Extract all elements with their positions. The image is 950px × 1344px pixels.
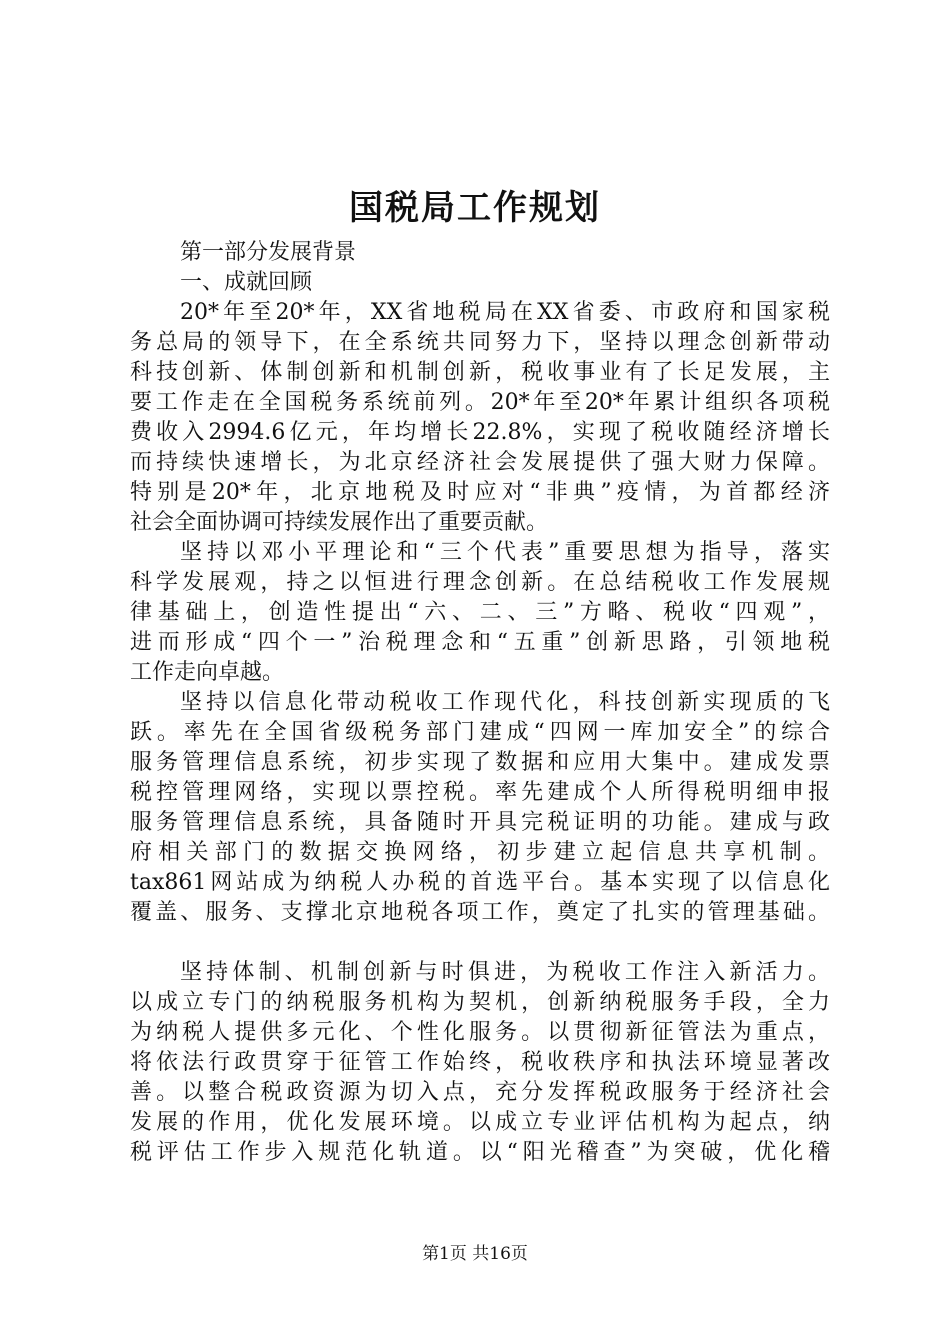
paragraph-line: 特别是20*年，北京地税及时应对“非典”疫情，为首都经济 [130,480,830,505]
paragraph-line: 府相关部门的数据交换网络，初步建立起信息共享机制。 [130,840,830,865]
paragraph-line: 20*年至20*年，XX省地税局在XX省委、市政府和国家税 [180,300,830,325]
paragraph-line: 为纳税人提供多元化、个性化服务。以贯彻新征管法为重点， [130,1020,830,1045]
paragraph-line: 科技创新、体制创新和机制创新，税收事业有了长足发展，主 [130,360,830,385]
paragraph-line: 要工作走在全国税务系统前列。20*年至20*年累计组织各项税 [130,390,830,415]
document-title: 国税局工作规划 [349,188,601,228]
paragraph-line: 社会全面协调可持续发展作出了重要贡献。 [130,510,549,535]
paragraph-line: 服务管理信息系统，具备随时开具完税证明的功能。建成与政 [130,810,830,835]
paragraph-line: 坚持体制、机制创新与时俱进，为税收工作注入新活力。 [180,960,830,985]
section-heading: 第一部分发展背景 [180,240,357,265]
paragraph-line: 费收入2994.6亿元，年均增长22.8%，实现了税收随经济增长 [130,420,830,445]
paragraph-line: 工作走向卓越。 [130,660,285,685]
paragraph-line: 税控管理网络，实现以票控税。率先建成个人所得税明细申报 [130,780,830,805]
paragraph-line: 发展的作用，优化发展环境。以成立专业评估机构为起点，纳 [130,1110,830,1135]
paragraph-line: 覆盖、服务、支撑北京地税各项工作，奠定了扎实的管理基础。 [130,900,830,925]
paragraph-line: 善。以整合税政资源为切入点，充分发挥税政服务于经济社会 [130,1080,830,1105]
paragraph-line: 务总局的领导下，在全系统共同努力下，坚持以理念创新带动 [130,330,830,355]
paragraph-line: tax861网站成为纳税人办税的首选平台。基本实现了以信息化 [130,870,830,895]
subsection-heading: 一、成就回顾 [180,270,313,295]
paragraph-line: 而持续快速增长，为北京经济社会发展提供了强大财力保障。 [130,450,830,475]
paragraph-line: 科学发展观，持之以恒进行理念创新。在总结税收工作发展规 [130,570,830,595]
paragraph-line: 坚持以信息化带动税收工作现代化，科技创新实现质的飞 [180,690,830,715]
paragraph-line: 坚持以邓小平理论和“三个代表”重要思想为指导，落实 [180,540,830,565]
page-footer: 第1页 共16页 [422,1244,528,1264]
paragraph-line: 跃。率先在全国省级税务部门建成“四网一库加安全”的综合 [130,720,830,745]
paragraph-line: 进而形成“四个一”治税理念和“五重”创新思路，引领地税 [130,630,830,655]
paragraph-line: 律基础上，创造性提出“六、二、三”方略、税收“四观”， [130,600,830,625]
paragraph-line: 以成立专门的纳税服务机构为契机，创新纳税服务手段，全力 [130,990,830,1015]
paragraph-line: 服务管理信息系统，初步实现了数据和应用大集中。建成发票 [130,750,830,775]
paragraph-line: 税评估工作步入规范化轨道。以“阳光稽查”为突破，优化稽 [130,1140,830,1165]
paragraph-line: 将依法行政贯穿于征管工作始终，税收秩序和执法环境显著改 [130,1050,830,1075]
